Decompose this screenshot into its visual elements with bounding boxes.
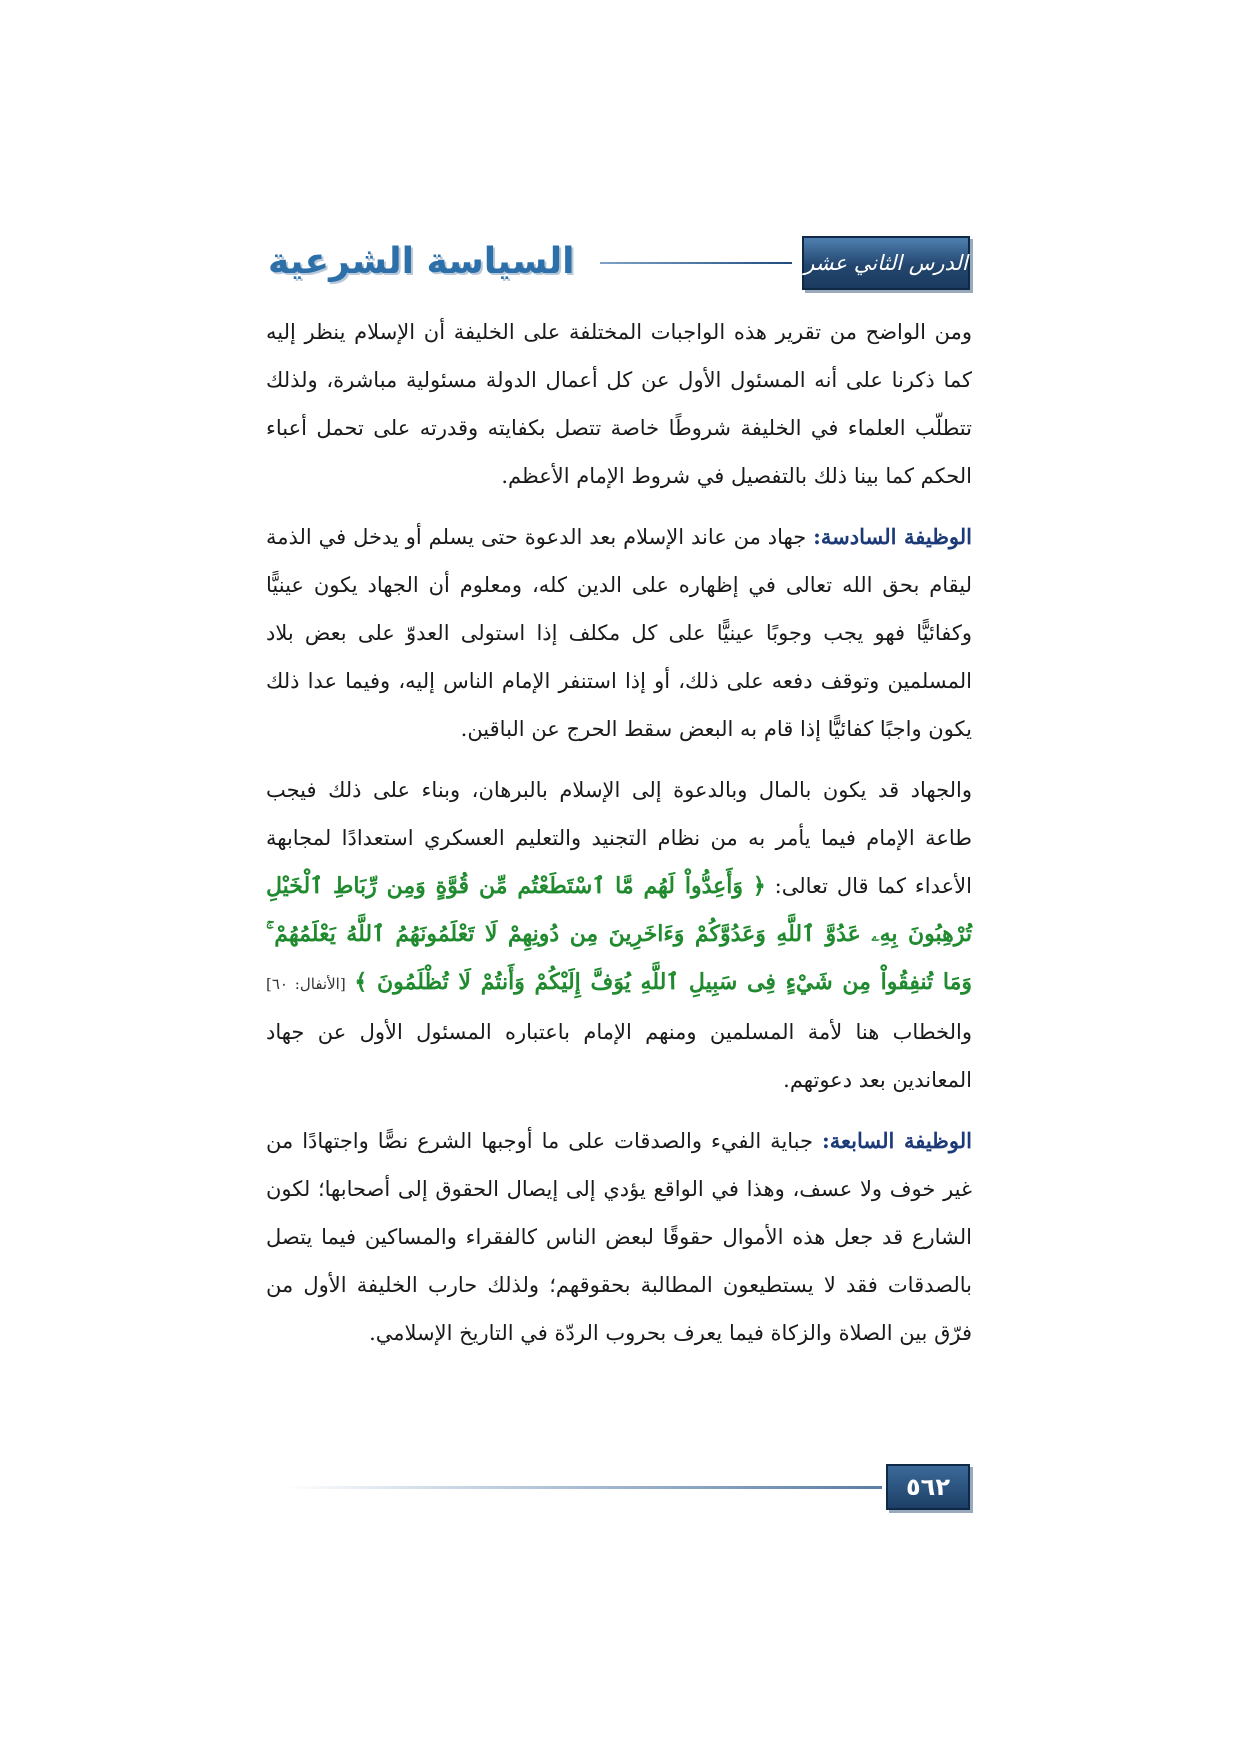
footer-divider [284,1486,882,1489]
paragraph-2 [266,513,972,753]
page-header [268,232,970,292]
paragraph-1-text: ومن الواضح من تقرير هذه الواجبات المختلفة على الخليفة أن الإسلام ينظر إليه كما ذكرنا على أنه المسئول الأول عن كل أعمال الدولة مسئولية مباشرة، ولذلك تتطلّب العلماء في الخليفة شروطًا خاصة تتصل بكفايته وقدرته على تحمل أعباء الحكم كما بينا ذلك بالتفصيل في شروط الإمام الأعظم. [266,320,972,488]
lesson-badge: الدرس الثاني عشر [802,236,970,290]
verse-reference: [الأنفال: ٦٠] [266,975,346,993]
paragraph-2-text: جهاد من عاند الإسلام بعد الدعوة حتى يسلم أو يدخل في الذمة ليقام بحق الله تعالى في إظهاره على الدين كله، ومعلوم أن الجهاد يكون عينيًّا وكفائيًّا فهو يجب وجوبًا عينيًّا على كل مكلف إذا استولى العدوّ على بعض بلاد المسلمين وتوقف دفعه على ذلك، أو إذا استنفر الإمام الناس إليه، وفيما عدا ذلك يكون واجبًا كفائيًّا إذا قام به البعض سقط الحرج عن الباقين. [266,525,972,741]
page-footer [268,1464,970,1512]
paragraph-3-intro: والجهاد قد يكون بالمال وبالدعوة إلى الإسلام بالبرهان، وبناء على ذلك فيجب طاعة الإمام فيما يأمر به من نظام التجنيد والتعليم العسكري استعدادًا لمجابهة الأعداء كما قال تعالى: [266,778,972,898]
function-heading-seventh: الوظيفة السابعة: [822,1128,972,1153]
page-body [266,308,972,1370]
page-number: ٥٦٢ [886,1464,970,1510]
header-divider [600,262,792,264]
subject-title: السياسة الشرعية [268,241,575,282]
quran-verse: ﴿ وَأَعِدُّواْ لَهُم مَّا ٱسْتَطَعْتُم مِّن قُوَّةٍ وَمِن رِّبَاطِ ٱلْخَيْلِ تُرْهِبُونَ بِهِۦ عَدُوَّ ٱللَّهِ وَعَدُوَّكُمْ وَءَاخَرِينَ مِن دُونِهِمْ لَا تَعْلَمُونَهُمُ ٱللَّهُ يَعْلَمُهُمْ ۚ وَمَا تُنفِقُواْ مِن شَيْءٍ فِى سَبِيلِ ٱللَّهِ يُوَفَّ إِلَيْكُمْ وَأَنتُمْ لَا تُظْلَمُونَ ﴾ [266,873,972,995]
paragraph-4-text: جباية الفيء والصدقات على ما أوجبها الشرع نصًّا واجتهادًا من غير خوف ولا عسف، وهذا في الواقع يؤدي إلى إيصال الحقوق إلى أصحابها؛ لكون الشارع قد جعل هذه الأموال حقوقًا لبعض الناس كالفقراء والمساكين فيما يتصل بالصدقات فقد لا يستطيعون المطالبة بحقوقهم؛ ولذلك حارب الخليفة الأول من فرّق بين الصلاة والزكاة فيما يعرف بحروب الردّة في التاريخ الإسلامي. [266,1129,972,1345]
paragraph-4 [266,1117,972,1357]
function-heading-sixth: الوظيفة السادسة: [813,524,972,549]
paragraph-3-conclusion: والخطاب هنا لأمة المسلمين ومنهم الإمام باعتباره المسئول الأول عن جهاد المعاندين بعد دعوتهم. [266,1020,972,1092]
paragraph-1 [266,308,972,500]
paragraph-3 [266,766,972,1104]
